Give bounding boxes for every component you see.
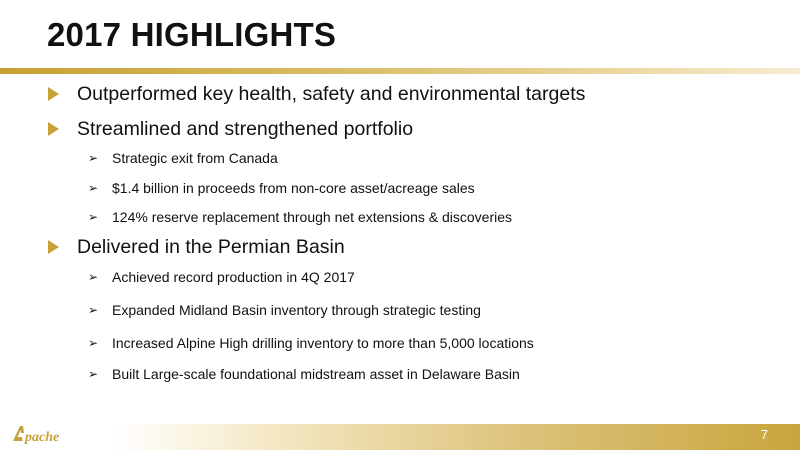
sub-bullet-item: [88, 178, 475, 198]
sub-bullet-text: Strategic exit from Canada: [112, 150, 278, 166]
sub-bullet-item: [88, 207, 512, 227]
arrowhead-bullet-icon: ➢: [88, 367, 99, 381]
arrowhead-bullet-icon: ➢: [88, 181, 99, 195]
sub-bullet-item: [88, 267, 355, 287]
triangle-bullet-icon: [48, 122, 59, 136]
sub-bullet-item: [88, 148, 278, 168]
sub-bullet-text: Achieved record production in 4Q 2017: [112, 269, 355, 285]
arrowhead-bullet-icon: ➢: [88, 336, 99, 350]
page-number: 7: [760, 427, 768, 442]
sub-bullet-text: Increased Alpine High drilling inventory to more than 5,000 locations: [112, 335, 534, 351]
bullet-text: Delivered in the Permian Basin: [77, 235, 345, 258]
sub-bullet-text: 124% reserve replacement through net extensions & discoveries: [112, 209, 512, 225]
sub-bullet-text: $1.4 billion in proceeds from non-core asset/acreage sales: [112, 180, 475, 196]
sub-bullet-item: [88, 300, 481, 320]
arrowhead-bullet-icon: ➢: [88, 303, 99, 317]
arrowhead-bullet-icon: ➢: [88, 210, 99, 224]
footer-band: [112, 424, 800, 450]
arrowhead-bullet-icon: ➢: [88, 270, 99, 284]
sub-bullet-item: [88, 333, 534, 353]
sub-bullet-text: Built Large-scale foundational midstream asset in Delaware Basin: [112, 366, 520, 382]
arrowhead-bullet-icon: ➢: [88, 151, 99, 165]
sub-bullet-item: [88, 364, 520, 384]
bullet-text: Outperformed key health, safety and environmental targets: [77, 82, 586, 105]
slide-title: 2017 HIGHLIGHTS: [47, 16, 337, 53]
svg-text:pache: pache: [25, 430, 60, 444]
bullet-text: Streamlined and strengthened portfolio: [77, 117, 414, 140]
apache-logo: [12, 424, 72, 444]
bullet-item: [48, 233, 345, 261]
triangle-bullet-icon: [48, 87, 59, 101]
sub-bullet-text: Expanded Midland Basin inventory through strategic testing: [112, 302, 481, 318]
bullet-item: [48, 115, 413, 143]
triangle-bullet-icon: [48, 240, 59, 254]
bullet-item: [48, 80, 585, 108]
